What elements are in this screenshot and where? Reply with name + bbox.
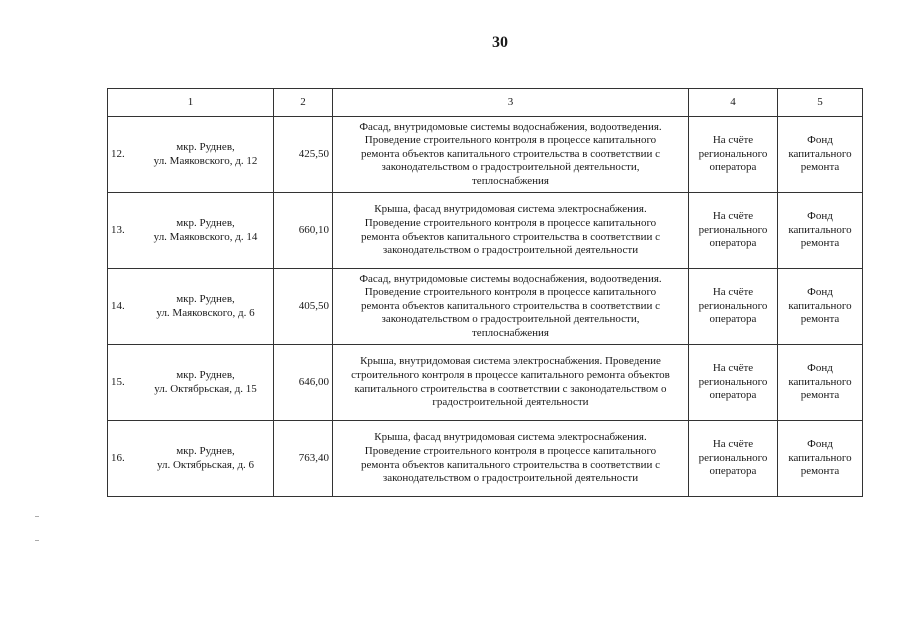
table-row	[108, 269, 863, 345]
address-line: мкр. Руднев,	[176, 216, 235, 229]
table-row	[108, 193, 863, 269]
account-line: оператора	[709, 161, 757, 174]
account-line: На счёте	[712, 210, 754, 223]
account-line: На счёте	[712, 438, 754, 451]
col-header-1: 1	[108, 89, 274, 117]
works-cell	[333, 269, 689, 345]
header-row	[108, 89, 863, 117]
works-cell	[333, 193, 689, 269]
address-line: ул. Маяковского, д. 6	[156, 306, 255, 319]
works-line: Крыша, фасад внутридомовая система электроснабжения.	[374, 431, 647, 444]
row-number: 15.	[111, 375, 125, 388]
address-cell	[108, 345, 274, 421]
address-cell	[108, 193, 274, 269]
works-line: законодательством о градостроительной деятельности	[382, 472, 639, 485]
account-line: На счёте	[712, 134, 754, 147]
area-cell: 646,00	[274, 345, 333, 421]
source-line: ремонта	[800, 313, 840, 326]
works-line: законодательством о градостроительной деятельности,	[381, 161, 640, 174]
address-line: мкр. Руднев,	[176, 444, 235, 457]
source-cell	[778, 345, 863, 421]
account-line: оператора	[709, 237, 757, 250]
source-line: ремонта	[800, 465, 840, 478]
area-cell: 660,10	[274, 193, 333, 269]
account-cell	[689, 193, 778, 269]
source-line: капитального	[788, 375, 852, 388]
account-cell	[689, 117, 778, 193]
works-line: Проведение строительного контроля в процессе капитального	[364, 286, 657, 299]
account-cell	[689, 421, 778, 497]
area-cell: 425,50	[274, 117, 333, 193]
address-cell	[108, 117, 274, 193]
source-line: ремонта	[800, 237, 840, 250]
works-line: градостроительной деятельности	[432, 396, 589, 409]
account-line: регионального	[698, 375, 768, 388]
source-line: ремонта	[800, 389, 840, 402]
works-line: строительного контроля в процессе капитального ремонта объектов	[351, 368, 670, 381]
works-line: Проведение строительного контроля в процессе капитального	[364, 134, 657, 147]
address-line: мкр. Руднев,	[176, 368, 235, 381]
source-cell	[778, 117, 863, 193]
col-header-2: 2	[274, 89, 333, 117]
account-cell	[689, 269, 778, 345]
source-cell	[778, 421, 863, 497]
works-line: ремонта объектов капитального строительства в соответствии с	[361, 458, 660, 471]
works-cell	[333, 421, 689, 497]
area-cell: 763,40	[274, 421, 333, 497]
table-row	[108, 345, 863, 421]
account-line: На счёте	[712, 362, 754, 375]
address-line: ул. Октябрьская, д. 6	[156, 458, 255, 471]
repair-table	[107, 88, 863, 497]
source-line: Фонд	[807, 362, 833, 375]
source-cell	[778, 269, 863, 345]
col-header-3: 3	[333, 89, 689, 117]
works-line: Фасад, внутридомовые системы водоснабжения, водоотведения.	[359, 272, 662, 285]
account-line: регионального	[698, 147, 768, 160]
row-number: 14.	[111, 299, 125, 312]
table-row	[108, 421, 863, 497]
source-line: капитального	[788, 299, 852, 312]
source-line: капитального	[788, 147, 852, 160]
source-line: Фонд	[807, 210, 833, 223]
works-line: ремонта объектов капитального строительства в соответствии с	[361, 147, 660, 160]
table-body	[108, 117, 863, 497]
source-line: Фонд	[807, 286, 833, 299]
row-number: 13.	[111, 223, 125, 236]
account-cell	[689, 345, 778, 421]
account-line: оператора	[709, 313, 757, 326]
works-line: Крыша, фасад внутридомовая система электроснабжения.	[374, 203, 647, 216]
address-line: мкр. Руднев,	[176, 140, 235, 153]
account-line: На счёте	[712, 286, 754, 299]
works-line: Крыша, внутридомовая система электроснабжения. Проведение	[360, 355, 661, 368]
works-line: Проведение строительного контроля в процессе капитального	[364, 444, 657, 457]
works-line: законодательством о градостроительной деятельности	[382, 244, 639, 257]
works-line: теплоснабжения	[472, 174, 549, 187]
account-line: оператора	[709, 465, 757, 478]
address-line: ул. Маяковского, д. 14	[153, 230, 258, 243]
area-cell: 405,50	[274, 269, 333, 345]
row-number: 12.	[111, 147, 125, 160]
source-line: капитального	[788, 451, 852, 464]
works-line: теплоснабжения	[472, 326, 549, 339]
source-cell	[778, 193, 863, 269]
source-line: Фонд	[807, 438, 833, 451]
works-line: ремонта объектов капитального строительства в соответствии с	[361, 230, 660, 243]
row-number: 16.	[111, 451, 125, 464]
works-line: ремонта объектов капитального строительства в соответствии с	[361, 299, 660, 312]
address-cell	[108, 421, 274, 497]
works-cell	[333, 117, 689, 193]
table-row	[108, 117, 863, 193]
address-line: мкр. Руднев,	[176, 292, 235, 305]
col-header-5: 5	[778, 89, 863, 117]
col-header-4: 4	[689, 89, 778, 117]
works-line: капитального строительства в соответствии с законодательством о	[354, 382, 667, 395]
page-number: 30	[492, 34, 508, 51]
source-line: капитального	[788, 223, 852, 236]
works-cell	[333, 345, 689, 421]
margin-mark	[35, 516, 39, 517]
works-line: законодательством о градостроительной деятельности,	[381, 313, 640, 326]
account-line: регионального	[698, 223, 768, 236]
account-line: регионального	[698, 299, 768, 312]
address-cell	[108, 269, 274, 345]
account-line: оператора	[709, 389, 757, 402]
works-line: Фасад, внутридомовые системы водоснабжения, водоотведения.	[359, 120, 662, 133]
account-line: регионального	[698, 451, 768, 464]
address-line: ул. Октябрьская, д. 15	[154, 382, 257, 395]
margin-mark	[35, 540, 39, 541]
source-line: Фонд	[807, 134, 833, 147]
address-line: ул. Маяковского, д. 12	[153, 154, 258, 167]
source-line: ремонта	[800, 161, 840, 174]
works-line: Проведение строительного контроля в процессе капитального	[364, 216, 657, 229]
